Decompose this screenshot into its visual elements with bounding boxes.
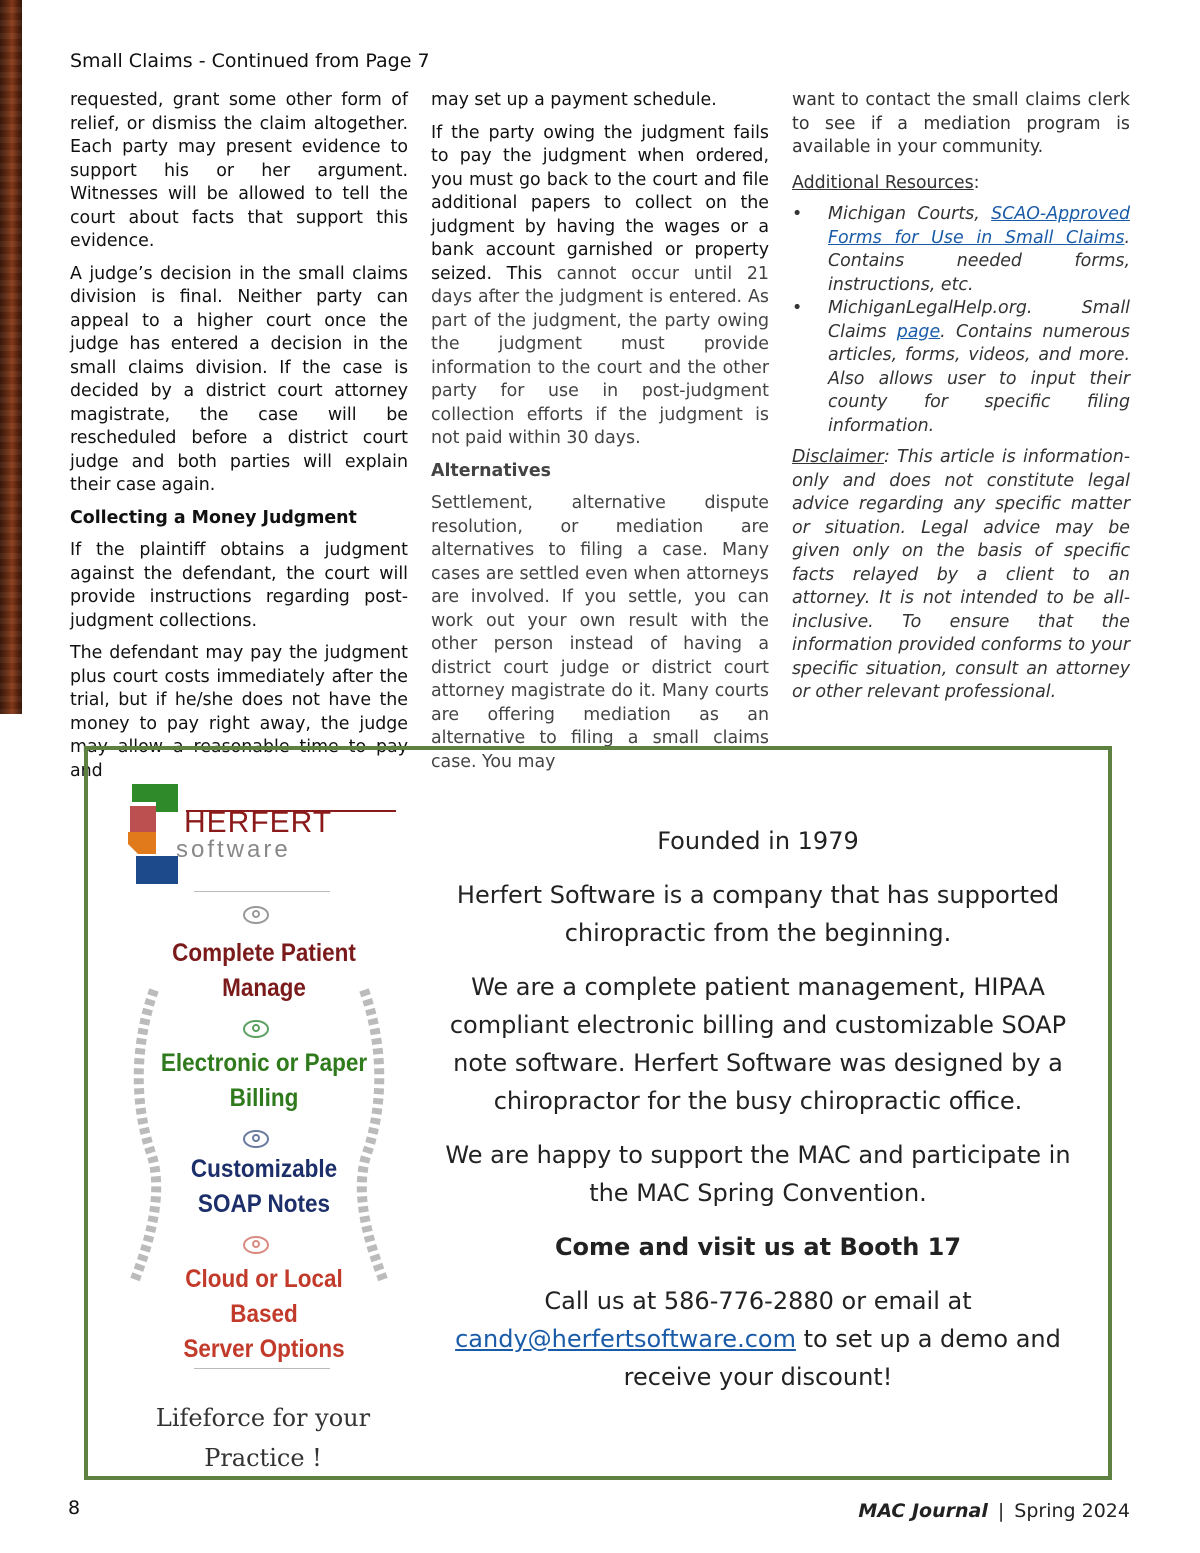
section-heading-alternatives: Alternatives [431, 460, 551, 481]
resource-text: . Contains needed forms, instructions, etc. [828, 227, 1130, 295]
feature-line: SOAP Notes [197, 1190, 331, 1218]
section-heading-collecting: Collecting a Money Judgment [70, 507, 357, 528]
disclaimer [792, 446, 1130, 705]
vertebra-icon [242, 1018, 270, 1040]
resources-list [792, 203, 1130, 438]
feature-line: Cloud or Local Based [185, 1265, 343, 1328]
resource-text: Michigan Courts, [828, 204, 992, 224]
wood-edge-decoration [0, 0, 22, 714]
ad-founded: Founded in 1979 [657, 827, 859, 855]
vertebra-icon [242, 904, 270, 926]
column-2 [431, 89, 769, 783]
scao-forms-link[interactable]: SCAO-Approved Forms for Use in Small Claims [828, 204, 1130, 248]
column-1 [70, 89, 408, 792]
paragraph: want to contact the small claims clerk to see if a mediation program is available in your community. [792, 90, 1130, 157]
resources-heading [792, 172, 1130, 196]
logo-subtitle: software [176, 836, 291, 863]
resources-colon: : [973, 172, 980, 193]
paragraph-part: If the party owing the judgment fails to pay the judgment when ordered, you must go back to the court and file additional papers to collect on the judgment by having the wages or a bank account garnished or property seized. This [431, 122, 769, 284]
feature-line: Customizable [190, 1155, 338, 1183]
vertebra-icon [242, 1234, 270, 1256]
feature-line: Server Options [183, 1335, 345, 1363]
paragraph: The defendant may pay the judgment plus court costs immediately after the trial, but if he/she does not have the money to pay right away, the judge may allow a reasonable time to pay and [70, 643, 408, 781]
ad-booth: Come and visit us at Booth 17 [554, 1233, 962, 1261]
herfert-advertisement [84, 746, 1112, 1480]
herfert-logo [126, 780, 396, 890]
page-number: 8 [68, 1497, 81, 1519]
divider [194, 1368, 330, 1369]
feature-soap-notes [151, 1152, 378, 1222]
feature-server-options [151, 1262, 378, 1367]
footer-separator: | [997, 1500, 1005, 1522]
feature-line: Manage [222, 974, 306, 1002]
list-item [792, 203, 1130, 297]
spine-right-icon [348, 986, 394, 1286]
list-item [792, 297, 1130, 438]
resource-text: MichiganLegalHelp.org. Small Claims [828, 298, 1130, 342]
paragraph: Settlement, alternative dispute resolution, or mediation are alternatives to filing a case. Many cases are settled even when attorneys are involved. If you settle, you can work out your own result with the other person instead of having a district court judge or district court attorney magistrate do it. Many courts are offering mediation as an alternative to filing a small claims case. You may [431, 493, 769, 772]
small-claims-page-link[interactable]: page [896, 321, 941, 342]
tagline [128, 1398, 398, 1478]
paragraph: requested, grant some other form of relief, or dismiss the claim altogether. Each party may present evidence to support his or her argument. Witnesses will be allowed to tell the court about facts that support this evidence. [70, 90, 408, 251]
ad-call-text: Call us at 586-776-2880 or email at [544, 1287, 972, 1315]
continued-header: Small Claims - Continued from Page 7 [70, 50, 430, 72]
feature-line: Billing [229, 1084, 299, 1112]
feature-patient-management [151, 936, 378, 1006]
email-link[interactable]: candy@herfertsoftware.com [455, 1325, 796, 1353]
column-3 [792, 89, 1130, 714]
tagline-line: Practice ! [204, 1444, 322, 1472]
ad-paragraph: We are a complete patient management, HIPAA compliant electronic billing and customizable SOAP note software. Herfert Software was designed by a chiropractor for the busy chiropractic office. [449, 973, 1067, 1115]
disclaimer-label: Disclaimer [792, 447, 884, 467]
paragraph [431, 122, 769, 451]
bullet: • [792, 298, 803, 318]
issue-label: Spring 2024 [1014, 1500, 1130, 1522]
footer-publication [858, 1500, 1130, 1522]
resources-heading-text: Additional Resources [792, 172, 974, 193]
divider [194, 891, 330, 892]
feature-line: Complete Patient [172, 939, 356, 967]
ad-call-post: to set up a demo and receive your discount! [623, 1325, 1061, 1391]
disclaimer-text: : This article is information-only and does not constitute legal advice regarding any specific matter or situation. Legal advice may be given only on the basis of specific facts relayed by a client to an attorney. It is not intended to be all-inclusive. To ensure that the information provided conforms to your specific situation, consult an attorney or other relevant professional. [792, 447, 1130, 702]
ad-paragraph: Herfert Software is a company that has supported chiropractic from the beginning. [456, 881, 1060, 947]
bullet: • [792, 204, 803, 224]
paragraph: If the plaintiff obtains a judgment against the defendant, the court will provide instructions regarding post-judgment collections. [70, 540, 408, 631]
tagline-line: Lifeforce for your [155, 1404, 371, 1432]
logo-mark-icon [126, 780, 186, 890]
vertebra-icon [242, 1128, 270, 1150]
logo-name: HERFERT [184, 806, 333, 839]
feature-billing [151, 1046, 378, 1116]
paragraph: A judge’s decision in the small claims division is final. Neither party can appeal to a higher court once the judge has entered a decision in the small claims division. If the case is decided by a district court attorney magistrate, the case will be rescheduled before a district court judge and both parties will explain their case again. [70, 263, 408, 495]
spine-left-icon [124, 986, 170, 1286]
journal-name: MAC Journal [858, 1500, 988, 1522]
paragraph-part: cannot occur until 21 days after the judgment is entered. As part of the judgment, the party owing the judgment must provide information to the court and the other party for use in post-judgment collection efforts if the judgment is not paid within 30 days. [431, 263, 769, 448]
ad-text-panel [428, 822, 1088, 1412]
ad-graphic-panel [118, 776, 388, 1472]
resource-text: . Contains numerous articles, forms, videos, and more. Also allows user to input their county for specific filing information. [828, 321, 1130, 436]
paragraph: may set up a payment schedule. [431, 90, 717, 110]
ad-contact [428, 1282, 1088, 1396]
feature-line: Electronic or Paper [160, 1049, 368, 1077]
ad-paragraph: We are happy to support the MAC and participate in the MAC Spring Convention. [445, 1141, 1071, 1207]
